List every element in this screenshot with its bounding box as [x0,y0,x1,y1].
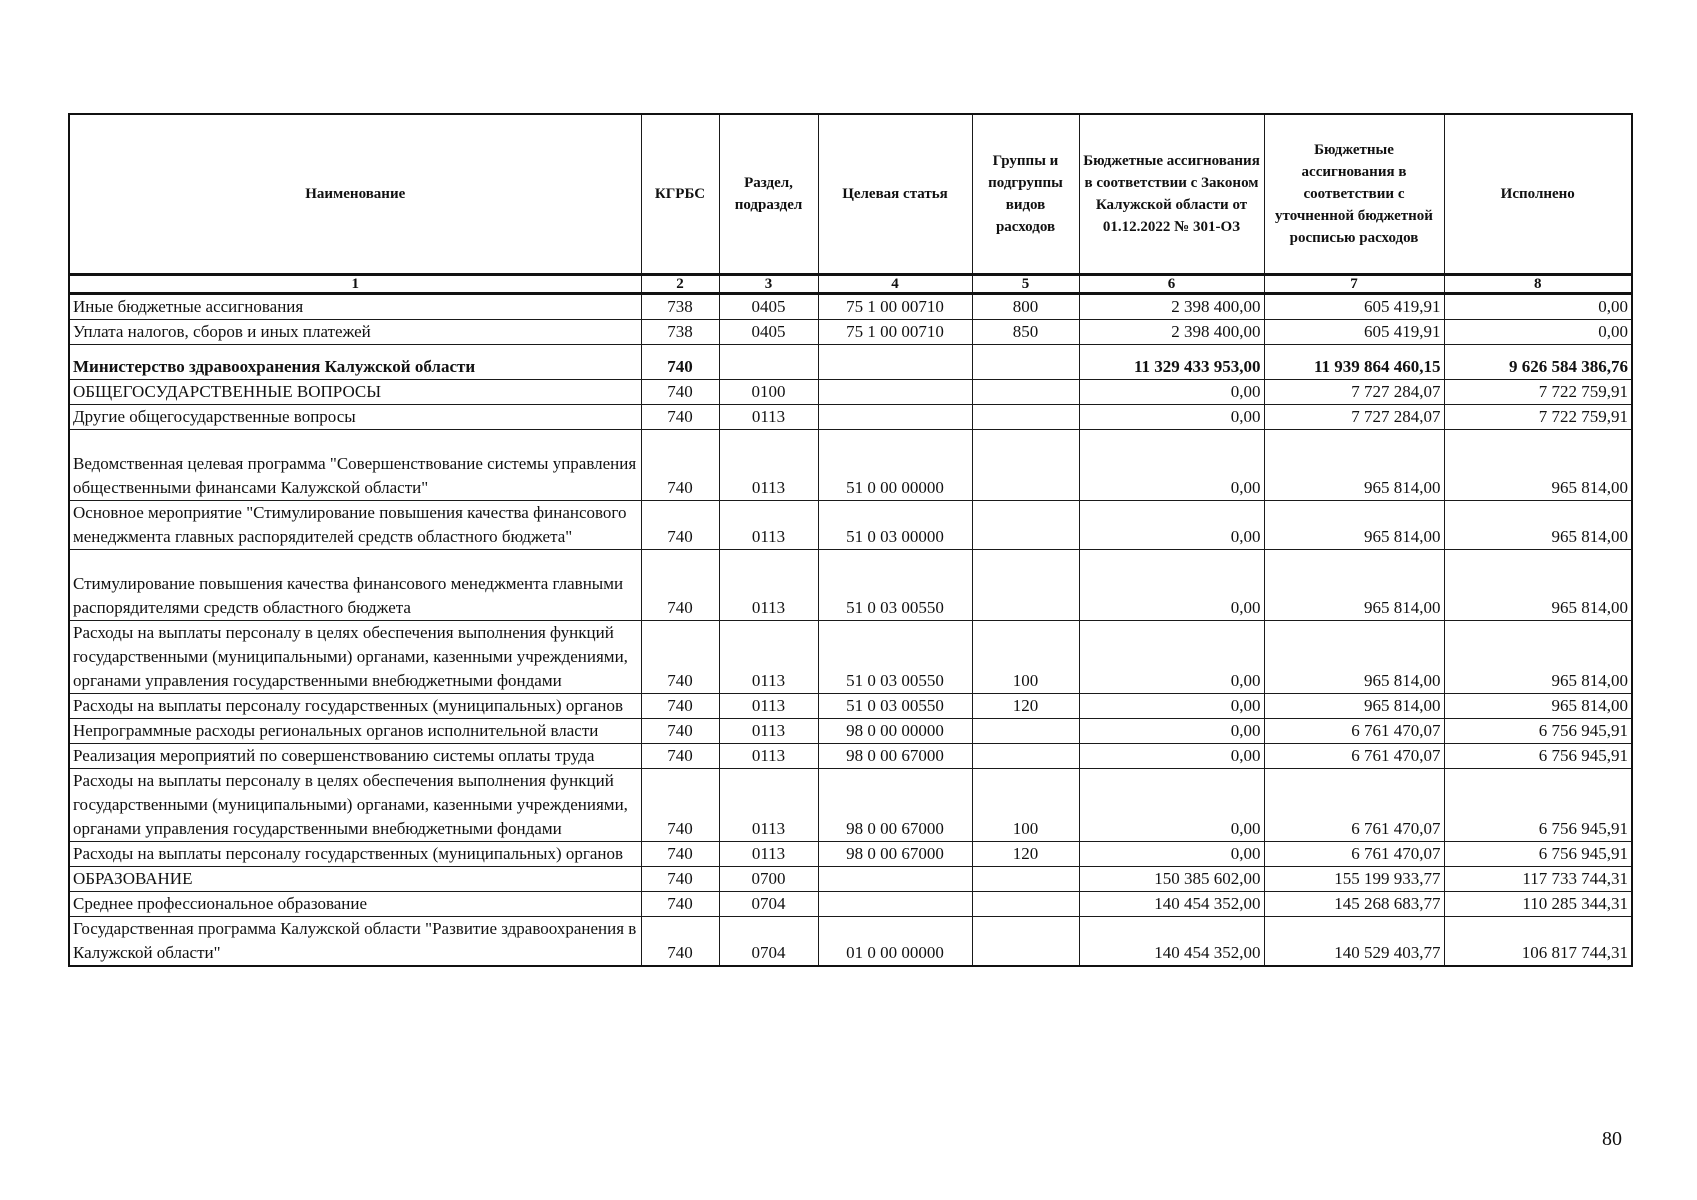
column-number: 3 [719,275,818,294]
cell-kgrbs: 740 [641,380,719,405]
table-row [69,430,1632,501]
cell-section: 0113 [719,694,818,719]
table-row-ministry [69,345,1632,380]
cell-law: 150 385 602,00 [1079,867,1264,892]
cell-section: 0113 [719,744,818,769]
cell-refined: 6 761 470,07 [1264,769,1444,842]
cell-kgrbs: 740 [641,867,719,892]
cell-refined: 145 268 683,77 [1264,892,1444,917]
cell-target: 98 0 00 67000 [818,842,972,867]
cell-name: Основное мероприятие "Стимулирование повышения качества финансового менеджмента главных распорядителей средств областного бюджета" [69,501,641,550]
cell-executed: 6 756 945,91 [1444,769,1632,842]
cell-group [972,550,1079,621]
cell-law: 0,00 [1079,621,1264,694]
cell-kgrbs: 740 [641,550,719,621]
cell-kgrbs: 740 [641,501,719,550]
cell-section: 0113 [719,719,818,744]
cell-group [972,430,1079,501]
cell-name: Непрограммные расходы региональных органов исполнительной власти [69,719,641,744]
cell-refined: 11 939 864 460,15 [1264,345,1444,380]
cell-executed: 0,00 [1444,294,1632,320]
cell-name: ОБЩЕГОСУДАРСТВЕННЫЕ ВОПРОСЫ [69,380,641,405]
cell-refined: 965 814,00 [1264,430,1444,501]
cell-law: 0,00 [1079,769,1264,842]
header-refined: Бюджетные ассигнования в соответствии с уточненной бюджетной росписью расходов [1264,114,1444,275]
header-law: Бюджетные ассигнования в соответствии с Законом Калужской области от 01.12.2022 № 301-ОЗ [1079,114,1264,275]
header-row [69,114,1632,275]
cell-executed: 6 756 945,91 [1444,744,1632,769]
column-number: 4 [818,275,972,294]
cell-executed: 6 756 945,91 [1444,842,1632,867]
cell-refined: 965 814,00 [1264,550,1444,621]
cell-kgrbs: 740 [641,694,719,719]
cell-kgrbs: 740 [641,917,719,967]
cell-law: 140 454 352,00 [1079,892,1264,917]
header-groups: Группы и подгруппы видов расходов [972,114,1079,275]
column-number: 2 [641,275,719,294]
header-section: Раздел, подраздел [719,114,818,275]
table-row [69,694,1632,719]
table-row [69,621,1632,694]
column-number: 8 [1444,275,1632,294]
cell-executed: 965 814,00 [1444,694,1632,719]
cell-section: 0700 [719,867,818,892]
cell-law: 0,00 [1079,430,1264,501]
table-row [69,892,1632,917]
cell-target: 51 0 03 00550 [818,621,972,694]
cell-section: 0405 [719,320,818,345]
table-row [69,769,1632,842]
cell-executed: 0,00 [1444,320,1632,345]
cell-refined: 605 419,91 [1264,294,1444,320]
cell-executed: 117 733 744,31 [1444,867,1632,892]
cell-law: 140 454 352,00 [1079,917,1264,967]
table-row [69,842,1632,867]
cell-kgrbs: 738 [641,294,719,320]
cell-name: Ведомственная целевая программа "Совершенствование системы управления общественными финансами Калужской области" [69,430,641,501]
cell-law: 0,00 [1079,405,1264,430]
cell-group [972,380,1079,405]
cell-section: 0113 [719,501,818,550]
cell-refined: 7 727 284,07 [1264,380,1444,405]
cell-target: 98 0 00 00000 [818,719,972,744]
cell-name: Уплата налогов, сборов и иных платежей [69,320,641,345]
table-row [69,380,1632,405]
header-kgrbs: КГРБС [641,114,719,275]
cell-kgrbs: 740 [641,405,719,430]
cell-name: Стимулирование повышения качества финансового менеджмента главными распорядителями средств областного бюджета [69,550,641,621]
table-row [69,294,1632,320]
cell-group: 800 [972,294,1079,320]
cell-executed: 965 814,00 [1444,621,1632,694]
cell-target: 51 0 00 00000 [818,430,972,501]
cell-refined: 140 529 403,77 [1264,917,1444,967]
cell-name: Реализация мероприятий по совершенствованию системы оплаты труда [69,744,641,769]
header-executed: Исполнено [1444,114,1632,275]
cell-section: 0100 [719,380,818,405]
cell-section [719,345,818,380]
cell-group [972,405,1079,430]
cell-kgrbs: 740 [641,621,719,694]
cell-kgrbs: 740 [641,892,719,917]
table-row [69,719,1632,744]
cell-executed: 965 814,00 [1444,550,1632,621]
cell-section: 0113 [719,430,818,501]
cell-name: ОБРАЗОВАНИЕ [69,867,641,892]
cell-group [972,719,1079,744]
cell-law: 0,00 [1079,550,1264,621]
cell-group [972,917,1079,967]
cell-refined: 605 419,91 [1264,320,1444,345]
cell-group: 120 [972,842,1079,867]
cell-target: 51 0 03 00550 [818,694,972,719]
cell-executed: 110 285 344,31 [1444,892,1632,917]
cell-section: 0704 [719,892,818,917]
cell-group: 120 [972,694,1079,719]
column-number: 1 [69,275,641,294]
column-number: 6 [1079,275,1264,294]
budget-table [68,113,1633,967]
cell-target: 98 0 00 67000 [818,744,972,769]
cell-target [818,345,972,380]
cell-section: 0113 [719,842,818,867]
cell-law: 0,00 [1079,380,1264,405]
cell-target: 75 1 00 00710 [818,320,972,345]
cell-target: 98 0 00 67000 [818,769,972,842]
cell-target: 51 0 03 00550 [818,550,972,621]
cell-group: 100 [972,621,1079,694]
cell-group [972,744,1079,769]
table-row [69,320,1632,345]
cell-law: 0,00 [1079,501,1264,550]
cell-group [972,501,1079,550]
column-number: 5 [972,275,1079,294]
cell-target [818,867,972,892]
cell-kgrbs: 740 [641,719,719,744]
cell-executed: 9 626 584 386,76 [1444,345,1632,380]
cell-refined: 965 814,00 [1264,501,1444,550]
cell-kgrbs: 740 [641,345,719,380]
column-number-row [69,275,1632,294]
cell-kgrbs: 738 [641,320,719,345]
cell-group [972,867,1079,892]
cell-refined: 155 199 933,77 [1264,867,1444,892]
cell-section: 0113 [719,621,818,694]
cell-refined: 6 761 470,07 [1264,719,1444,744]
cell-kgrbs: 740 [641,430,719,501]
cell-refined: 965 814,00 [1264,694,1444,719]
header-target: Целевая статья [818,114,972,275]
cell-target: 01 0 00 00000 [818,917,972,967]
cell-name: Иные бюджетные ассигнования [69,294,641,320]
cell-law: 2 398 400,00 [1079,320,1264,345]
cell-name: Расходы на выплаты персоналу государственных (муниципальных) органов [69,842,641,867]
cell-target: 75 1 00 00710 [818,294,972,320]
cell-name: Среднее профессиональное образование [69,892,641,917]
header-name: Наименование [69,114,641,275]
cell-refined: 6 761 470,07 [1264,744,1444,769]
table-row [69,917,1632,967]
cell-name: Другие общегосударственные вопросы [69,405,641,430]
cell-law: 11 329 433 953,00 [1079,345,1264,380]
cell-name: Государственная программа Калужской области "Развитие здравоохранения в Калужской области" [69,917,641,967]
cell-kgrbs: 740 [641,744,719,769]
cell-section: 0113 [719,769,818,842]
cell-target [818,380,972,405]
cell-law: 0,00 [1079,744,1264,769]
cell-group: 100 [972,769,1079,842]
cell-executed: 7 722 759,91 [1444,380,1632,405]
cell-target [818,892,972,917]
cell-section: 0405 [719,294,818,320]
column-number: 7 [1264,275,1444,294]
cell-name: Расходы на выплаты персоналу в целях обеспечения выполнения функций государственными (муниципальными) органами, казенными учреждениями, органами управления государственными внебюджетными фондами [69,621,641,694]
cell-target [818,405,972,430]
document-page [68,113,1631,967]
cell-group [972,892,1079,917]
page-number: 80 [1602,1128,1622,1150]
cell-executed: 965 814,00 [1444,430,1632,501]
cell-name: Расходы на выплаты персоналу государственных (муниципальных) органов [69,694,641,719]
cell-executed: 965 814,00 [1444,501,1632,550]
cell-target: 51 0 03 00000 [818,501,972,550]
table-row [69,744,1632,769]
cell-section: 0113 [719,550,818,621]
cell-section: 0113 [719,405,818,430]
cell-refined: 6 761 470,07 [1264,842,1444,867]
cell-executed: 106 817 744,31 [1444,917,1632,967]
cell-name: Расходы на выплаты персоналу в целях обеспечения выполнения функций государственными (муниципальными) органами, казенными учреждениями, органами управления государственными внебюджетными фондами [69,769,641,842]
cell-name: Министерство здравоохранения Калужской области [69,345,641,380]
table-row [69,867,1632,892]
cell-group: 850 [972,320,1079,345]
cell-group [972,345,1079,380]
cell-law: 0,00 [1079,719,1264,744]
cell-kgrbs: 740 [641,842,719,867]
cell-executed: 6 756 945,91 [1444,719,1632,744]
cell-law: 0,00 [1079,842,1264,867]
table-row [69,501,1632,550]
table-row [69,405,1632,430]
cell-refined: 965 814,00 [1264,621,1444,694]
table-row [69,550,1632,621]
cell-law: 0,00 [1079,694,1264,719]
cell-kgrbs: 740 [641,769,719,842]
cell-refined: 7 727 284,07 [1264,405,1444,430]
cell-section: 0704 [719,917,818,967]
cell-executed: 7 722 759,91 [1444,405,1632,430]
cell-law: 2 398 400,00 [1079,294,1264,320]
